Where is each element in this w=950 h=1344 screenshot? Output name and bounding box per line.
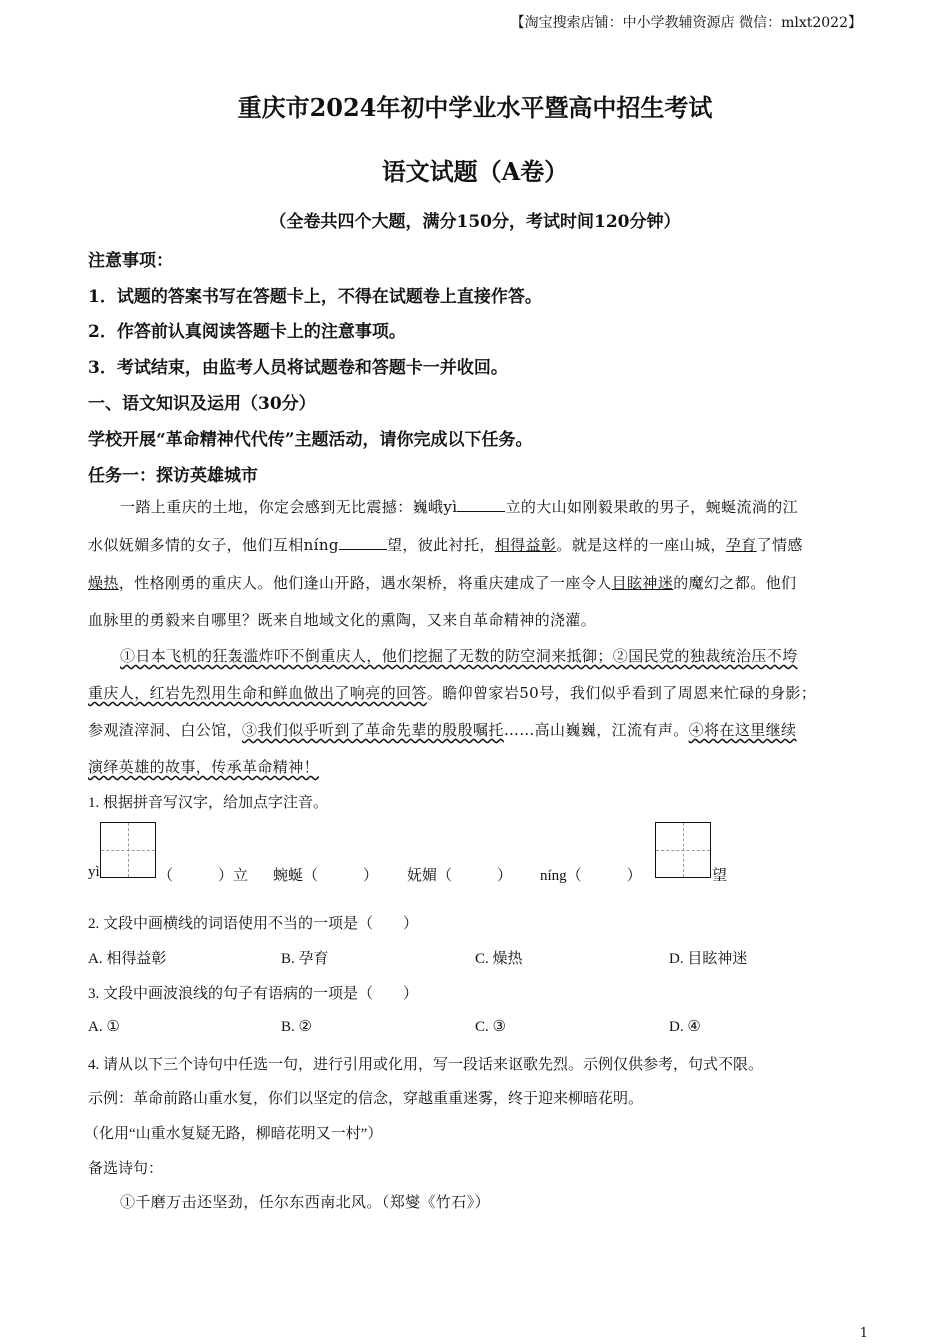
- q3-option-c[interactable]: C. ③: [475, 1019, 506, 1035]
- char-wang: 望: [712, 868, 728, 884]
- q2-option-a[interactable]: A. 相得益彰: [88, 951, 167, 967]
- q4-candidate-1: ①千磨万击还坚劲，任尔东西南北风。（郑燮《竹石》）: [120, 1193, 491, 1211]
- passage-line: 参观渣滓洞、白公馆，③我们似乎听到了革命先辈的殷殷嘱托……高山巍巍，江流有声。④将在这里继续: [88, 721, 797, 739]
- answer-box-ning[interactable]: [655, 822, 711, 878]
- notes-item-1: 1．试题的答案书写在答题卡上，不得在试题卷上直接作答。: [88, 287, 542, 307]
- passage-line: 一踏上重庆的土地，你定会感到无比震撼：巍峨yì 立的大山如刚毅果敢的男子，蜿蜒流淌的江: [120, 498, 799, 516]
- passage-line: [88, 756, 319, 777]
- q2-option-c[interactable]: C. 燥热: [475, 951, 523, 967]
- underlined-word: 燥热: [88, 574, 119, 592]
- question-4-prompt: 4. 请从以下三个诗句中任选一句，进行引用或化用，写一段话来讴歌先烈。示例仅供参考，句式不限。: [88, 1057, 764, 1073]
- answer-blank-wanyan[interactable]: 蜿蜒（ ）: [273, 868, 379, 884]
- underlined-word: 目眩神迷: [611, 574, 674, 592]
- wavy-sentence: ③我们似乎听到了革命先辈的殷殷嘱托: [242, 721, 504, 739]
- passage-line: 血脉里的勇毅来自哪里？既来自地域文化的熏陶，又来自革命精神的浇灌。: [88, 611, 597, 629]
- question-2-prompt: 2. 文段中画横线的词语使用不当的一项是（ ）: [88, 916, 419, 932]
- exam-title: 重庆市2024年初中学业水平暨高中招生考试: [237, 93, 713, 122]
- wavy-sentence: ④将在这里继续: [688, 721, 797, 739]
- section-heading: 一、语文知识及运用（30分）: [88, 394, 316, 414]
- passage-line: 水似妩媚多情的女子，他们互相níng 望，彼此衬托，相得益彰。就是这样的一座山城，孕育了情感: [88, 536, 803, 554]
- exam-info: （全卷共四个大题，满分150分，考试时间120分钟）: [269, 212, 681, 232]
- pinyin-yi: yì: [88, 864, 100, 880]
- header-note: 【淘宝搜索店铺：中小学教辅资源店 微信：mlxt2022】: [510, 15, 862, 31]
- q4-example-note: （化用“山重水复疑无路，柳暗花明又一村”）: [84, 1126, 383, 1142]
- page-number: 1: [859, 1326, 868, 1341]
- activity-intro: 学校开展“革命精神代代传”主题活动，请你完成以下任务。: [88, 430, 533, 450]
- passage-line: [120, 645, 798, 666]
- wavy-sentence: 演绎英雄的故事，传承革命精神！: [88, 758, 320, 776]
- answer-box-yi[interactable]: [100, 822, 156, 878]
- answer-blank-wumei[interactable]: 妩媚（ ）: [407, 868, 513, 884]
- notes-item-3: 3．考试结束，由监考人员将试题卷和答题卡一并收回。: [88, 358, 508, 378]
- notes-item-2: 2．作答前认真阅读答题卡上的注意事项。: [88, 322, 406, 342]
- question-3-prompt: 3. 文段中画波浪线的句子有语病的一项是（ ）: [88, 986, 419, 1002]
- q2-option-d[interactable]: D. 目眩神迷: [669, 951, 748, 967]
- underlined-word: 孕育: [725, 536, 757, 554]
- q4-example: 示例：革命前路山重水复，你们以坚定的信念，穿越重重迷雾，终于迎来柳暗花明。: [88, 1091, 644, 1107]
- exam-subtitle: 语文试题（A卷）: [381, 157, 569, 186]
- q2-option-b[interactable]: B. 孕育: [281, 951, 329, 967]
- wavy-sentence: 重庆人，红岩先烈用生命和鲜血做出了响亮的回答: [88, 684, 427, 702]
- question-1-prompt: 1. 根据拼音写汉字，给加点字注音。: [88, 795, 329, 811]
- passage-line: 燥热，性格刚勇的重庆人。他们逢山开路，遇水架桥，将重庆建成了一座令人目眩神迷的魔幻之都。他们: [88, 574, 797, 592]
- wavy-sentence: ①日本飞机的狂轰滥炸吓不倒重庆人，他们挖掘了无数的防空洞来抵御；②国民党的独裁统治压不垮: [120, 647, 798, 665]
- passage-line: 重庆人，红岩先烈用生命和鲜血做出了响亮的回答。瞻仰曾家岩50号，我们似乎看到了周恩来忙碌的身影；: [88, 684, 817, 702]
- answer-blank-ning[interactable]: níng（ ）: [540, 868, 642, 884]
- notes-heading: 注意事项：: [88, 251, 173, 271]
- underlined-word: 相得益彰: [494, 536, 557, 554]
- q3-option-a[interactable]: A. ①: [88, 1019, 120, 1035]
- answer-blank-li[interactable]: （ ）立: [158, 868, 249, 884]
- q3-option-b[interactable]: B. ②: [281, 1019, 312, 1035]
- q3-option-d[interactable]: D. ④: [669, 1019, 701, 1035]
- task-heading: 任务一：探访英雄城市: [88, 466, 258, 486]
- q4-candidates-label: 备选诗句：: [88, 1161, 164, 1177]
